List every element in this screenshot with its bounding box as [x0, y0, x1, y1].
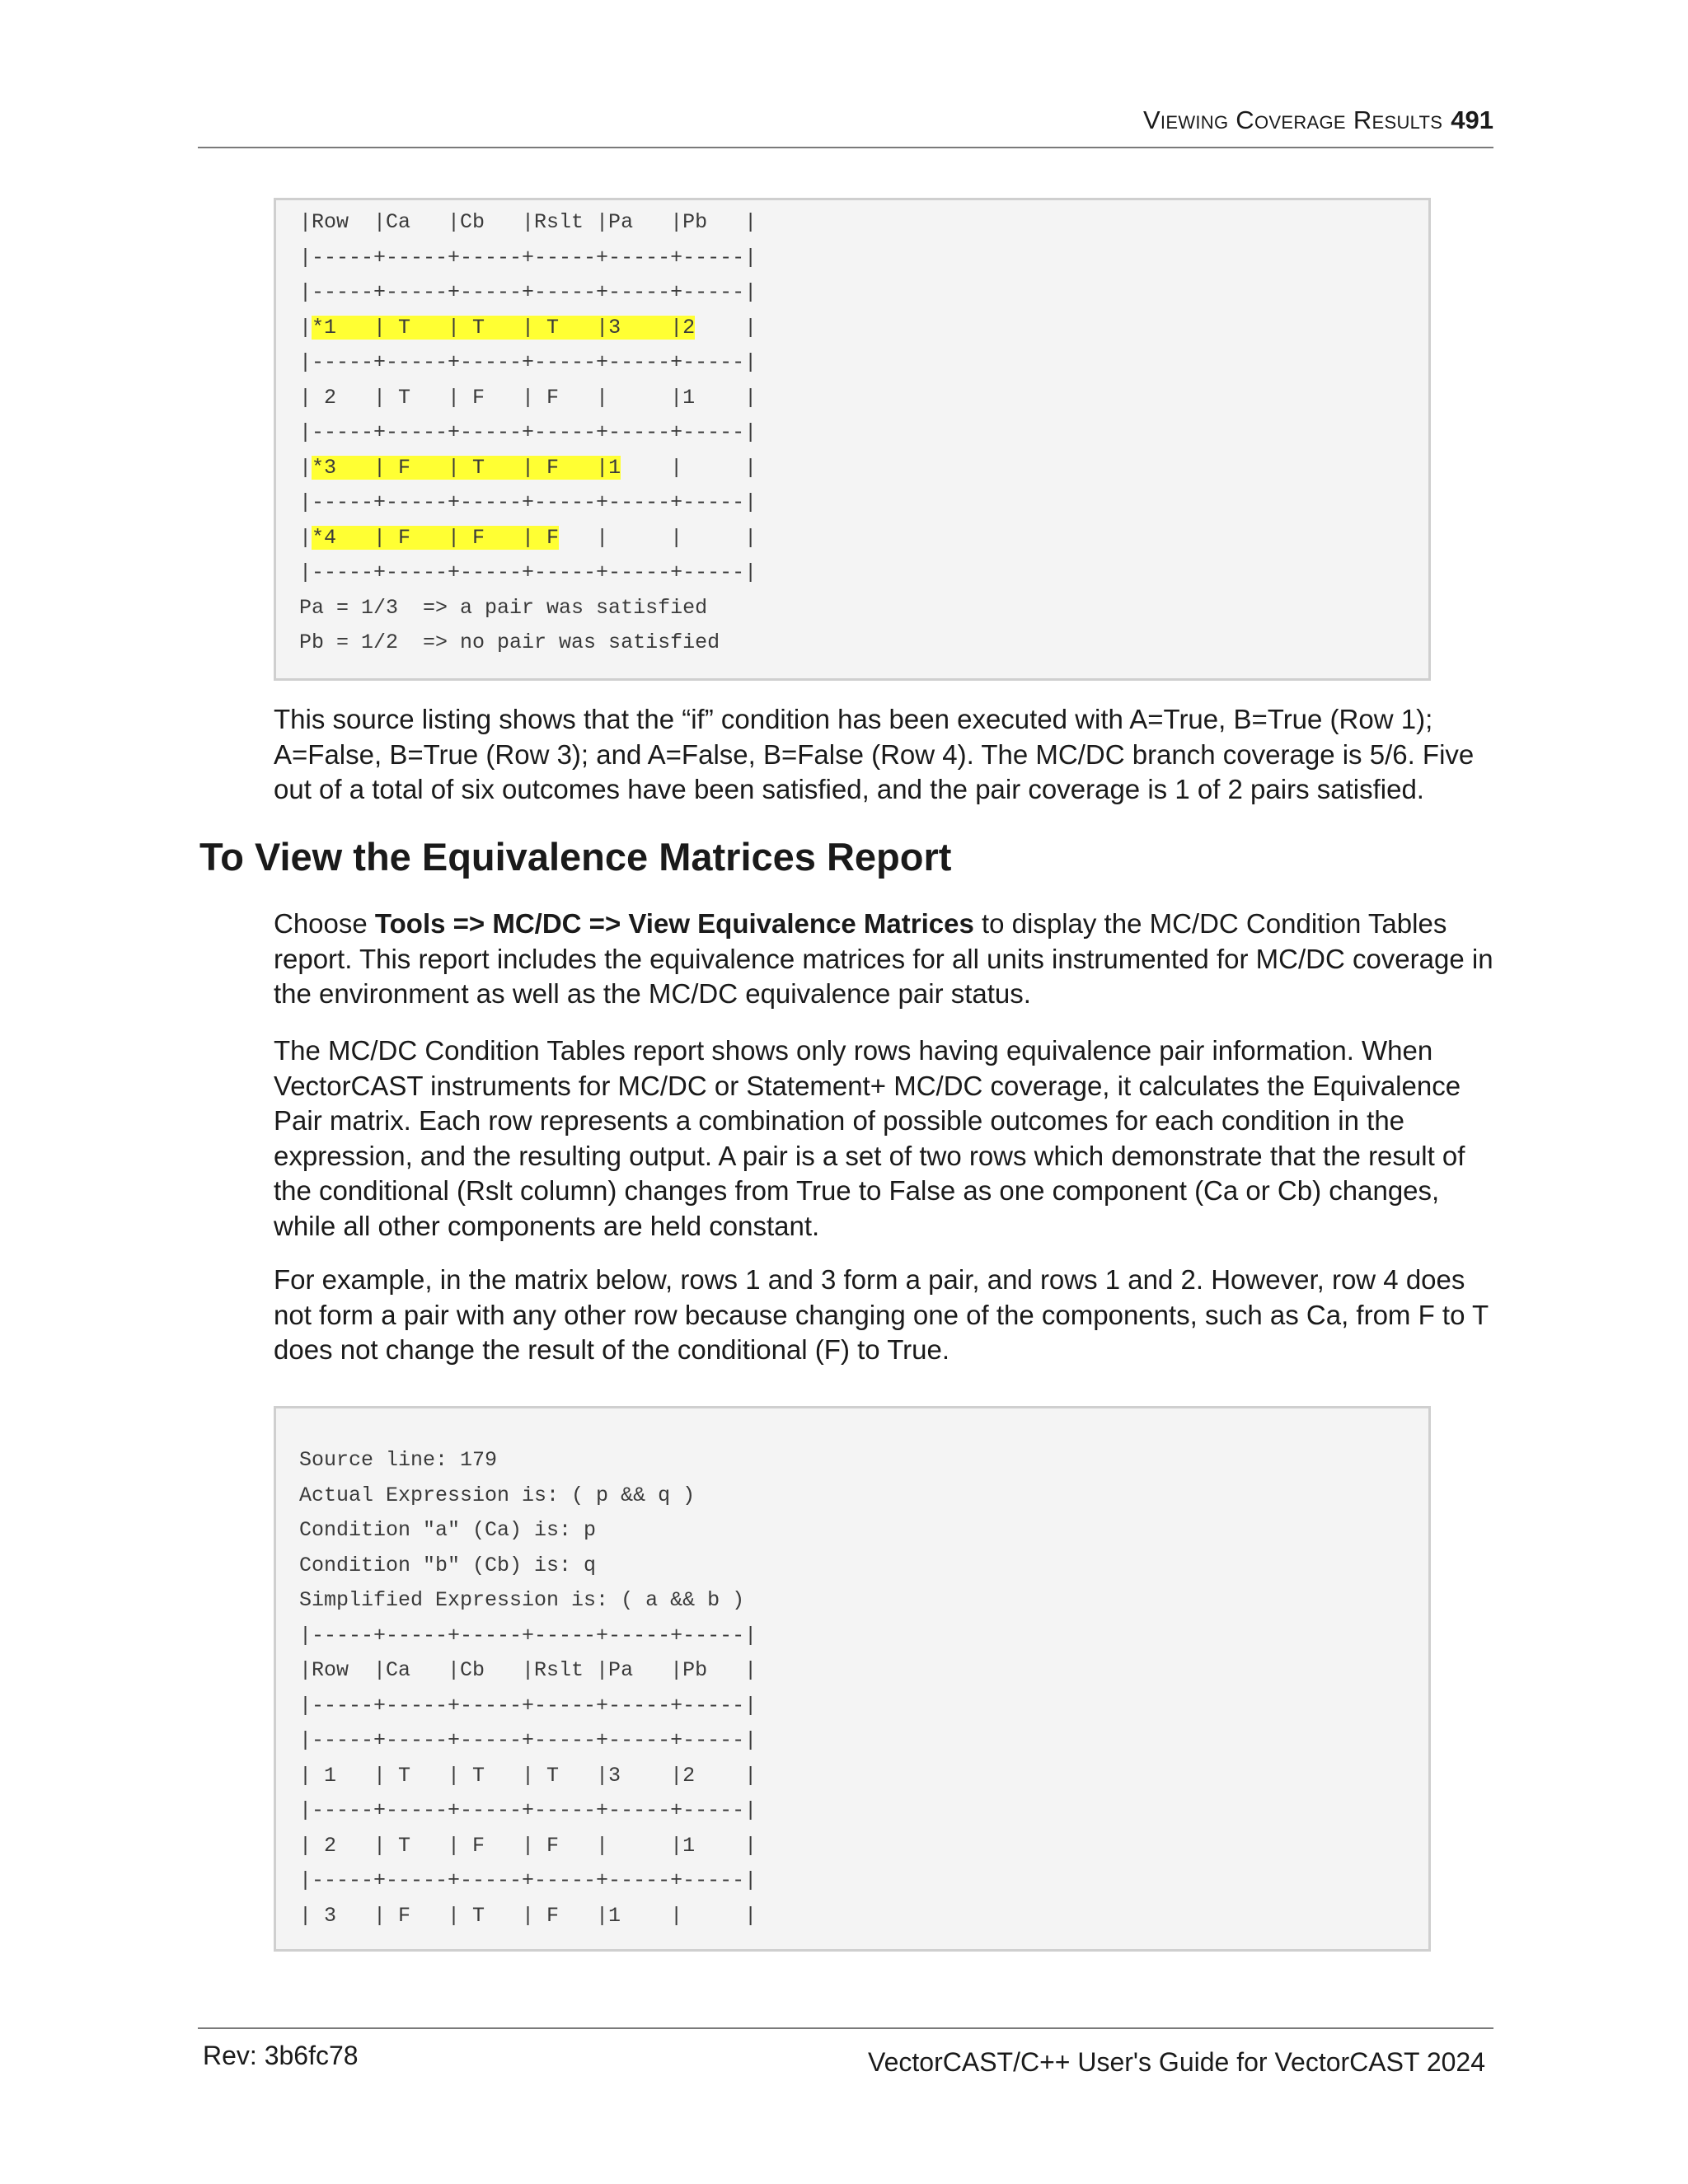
paragraph-example: For example, in the matrix below, rows 1 and 3 form a pair, and rows 1 and 2. However, row 4 does not form a pair with any other row because changing one of the components, such as Ca, from F to T does not change the result of the conditional (F) to True.: [274, 1264, 1489, 1365]
paragraph-condition-tables: The MC/DC Condition Tables report shows only rows having equivalence pair information. When VectorCAST instruments for MC/DC or Statement+ MC/DC coverage, it calculates the Equivalence Pair matrix. Each row represents a combination of possible outcomes for each condition in the expression, and the resulting output. A pair is a set of two rows which demonstrate that the result of the conditional (Rslt column) changes from True to False as one component (Ca or Cb) changes, while all other components are held constant.: [274, 1035, 1465, 1241]
code-line: [276, 1653, 1428, 1689]
menu-path: Tools => MC/DC => View Equivalence Matrices: [374, 908, 974, 939]
code-line: [276, 1443, 1428, 1479]
highlighted-code-segment: *1 | T | T | T |3 |2: [312, 315, 696, 340]
code-segment: | | |: [559, 525, 757, 550]
code-block-1: [274, 198, 1431, 681]
footer-revision: Rev: 3b6fc78: [203, 2041, 359, 2070]
code-segment: | 1 | T | T | T |3 |2 |: [299, 1763, 757, 1788]
code-segment: Simplified Expression is: ( a && b ): [299, 1588, 745, 1612]
code-segment: |-----+-----+-----+-----+-----+-----|: [299, 1798, 757, 1822]
footer-divider: [198, 2027, 1493, 2029]
code-segment: |-----+-----+-----+-----+-----+-----|: [299, 245, 757, 269]
code-segment: | 3 | F | T | F |1 | |: [299, 1903, 757, 1928]
code-segment: | |: [621, 455, 757, 480]
code-segment: |: [299, 315, 312, 340]
code-line: [276, 275, 1428, 311]
code-segment: |-----+-----+-----+-----+-----+-----|: [299, 490, 757, 514]
paragraph-text-post: to display the MC/DC Condition Tables report. This report includes the equivalence matrices for all units instrumented for MC/DC coverage in the environment as well as the MC/DC equivalence pair status.: [274, 908, 1493, 1009]
highlighted-code-segment: *4 | F | F | F: [312, 525, 560, 550]
code-line: [276, 591, 1428, 626]
code-line: [276, 1723, 1428, 1759]
code-segment: |-----+-----+-----+-----+-----+-----|: [299, 560, 757, 584]
code-line: [276, 1759, 1428, 1794]
code-line: [276, 1583, 1428, 1619]
paragraph-source-listing: This source listing shows that the “if” condition has been executed with A=True, B=True (Row 1); A=False, B=True (Row 3); and A=False, B=False (Row 4). The MC/DC branch coverage is 5/6. Five out of a total of six outcomes have been satisfied, and the pair coverage is 1 of 2 pairs satisfied.: [274, 704, 1475, 804]
page-number: 491: [1451, 105, 1493, 134]
code-segment: |: [299, 525, 312, 550]
code-line: [276, 311, 1428, 346]
code-line: [276, 485, 1428, 521]
code-segment: |Row |Ca |Cb |Rslt |Pa |Pb |: [299, 1658, 757, 1682]
highlighted-code-segment: *3 | F | T | F |1: [312, 455, 621, 480]
code-segment: |-----+-----+-----+-----+-----+-----|: [299, 1728, 757, 1752]
code-segment: |: [695, 315, 757, 340]
code-line: [276, 1479, 1428, 1514]
section-heading: To View the Equivalence Matrices Report: [199, 835, 952, 879]
code-line: [276, 415, 1428, 451]
section-title: Viewing Coverage Results: [1142, 105, 1443, 134]
code-segment: |-----+-----+-----+-----+-----+-----|: [299, 420, 757, 444]
code-segment: |Row |Ca |Cb |Rslt |Pa |Pb |: [299, 210, 757, 234]
code-line: [276, 205, 1428, 241]
code-segment: Source line: 179: [299, 1448, 498, 1472]
footer-guide-title: VectorCAST/C++ User's Guide for VectorCAST 2024: [868, 2047, 1485, 2077]
code-segment: |-----+-----+-----+-----+-----+-----|: [299, 280, 757, 304]
code-line: [276, 1619, 1428, 1654]
code-segment: |-----+-----+-----+-----+-----+-----|: [299, 1693, 757, 1718]
code-line: [276, 1863, 1428, 1899]
code-line: [276, 1549, 1428, 1584]
code-segment: | 2 | T | F | F | |1 |: [299, 1833, 757, 1858]
code-segment: | 2 | T | F | F | |1 |: [299, 385, 757, 410]
code-segment: Pa = 1/3 => a pair was satisfied: [299, 595, 708, 620]
code-line: [276, 555, 1428, 591]
code-line: [276, 1513, 1428, 1549]
code-segment: |: [299, 455, 312, 480]
code-line: [276, 1829, 1428, 1864]
code-line: [276, 381, 1428, 416]
code-segment: |-----+-----+-----+-----+-----+-----|: [299, 350, 757, 374]
code-line: [276, 1899, 1428, 1934]
code-line: [276, 451, 1428, 486]
code-block-2: [274, 1406, 1431, 1952]
code-segment: |-----+-----+-----+-----+-----+-----|: [299, 1868, 757, 1892]
code-line: [276, 345, 1428, 381]
page-header: [198, 105, 1493, 148]
code-line: [276, 1793, 1428, 1829]
code-segment: Pb = 1/2 => no pair was satisfied: [299, 630, 720, 654]
code-line: [276, 241, 1428, 276]
code-segment: Condition "a" (Ca) is: p: [299, 1518, 597, 1542]
code-segment: Actual Expression is: ( p && q ): [299, 1483, 696, 1507]
paragraph-text-pre: Choose: [274, 908, 375, 939]
code-segment: |-----+-----+-----+-----+-----+-----|: [299, 1623, 757, 1647]
code-line: [276, 626, 1428, 661]
code-line: [276, 1689, 1428, 1724]
paragraph-choose-tools: [274, 907, 1493, 1012]
code-segment: Condition "b" (Cb) is: q: [299, 1553, 597, 1577]
code-line: [276, 521, 1428, 556]
